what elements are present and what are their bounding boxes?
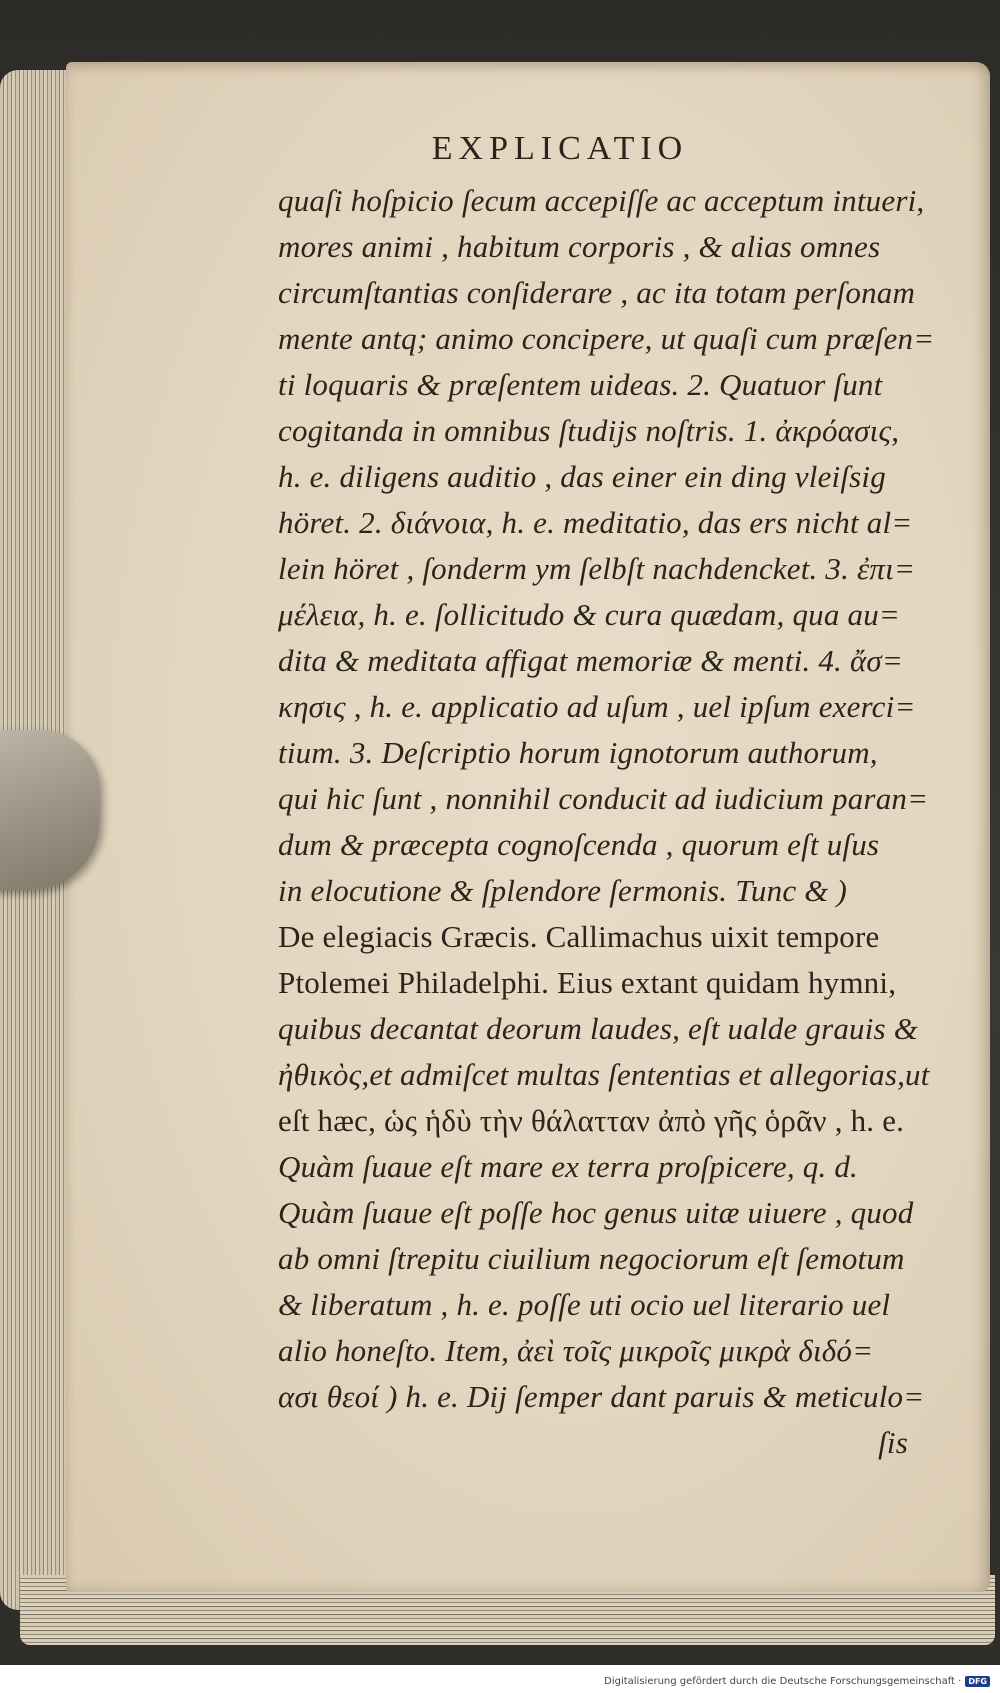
text-line: Quàm ſuaue eſt poſſe hoc genus uitæ uiuere , quod [278,1195,914,1230]
text-line: De elegiacis Græcis. Callimachus uixit tempore [278,919,880,954]
text-line: eſt hæc, ὡς ἡδὺ τὴν θάλατταν ἀπὸ γῆς ὁρᾶν , h. e. [278,1103,905,1138]
running-header: EXPLICATIO [431,130,689,167]
text-line: & liberatum , h. e. poſſe uti ocio uel literario uel [278,1287,891,1322]
catchword: ſis [878,1425,908,1460]
text-line: cogitanda in omnibus ſtudijs noſtris. 1. ἀκρόασις, [278,413,900,448]
text-line: quibus decantat deorum laudes, eſt ualde grauis & [278,1011,919,1046]
text-line: dita & meditata affigat memoriæ & menti. 4. ἄσ= [278,643,904,678]
text-line: μέλεια, h. e. ſollicitudo & cura quædam, qua au= [278,597,901,632]
dfg-logo: DFG [965,1676,990,1687]
text-line: κησις , h. e. applicatio ad uſum , uel ipſum exerci= [278,689,916,724]
text-line: höret. 2. διάνοια, h. e. meditatio, das ers nicht al= [278,505,913,540]
text-line: dum & præcepta cognoſcenda , quorum eſt uſus [278,827,880,862]
digitization-credit [604,1672,990,1690]
text-line: ἠθικὸς,et admiſcet multas ſententias et allegorias,ut [278,1057,930,1092]
text-line: qui hic ſunt , nonnihil conducit ad iudicium paran= [278,781,929,816]
text-line: ti loquaris & præſentem uideas. 2. Quatuor ſunt [278,367,883,402]
text-line: h. e. diligens auditio , das einer ein ding vleiſsig [278,459,886,494]
text-line: ασι θεοί ) h. e. Dij ſemper dant paruis & meticulo= [278,1379,925,1414]
text-line: Quàm ſuaue eſt mare ex terra proſpicere, q. d. [278,1149,858,1184]
text-line: quaſi hoſpicio ſecum accepiſſe ac acceptum intueri, [278,183,925,218]
text-line: circumſtantias conſiderare , ac ita totam perſonam [278,275,916,310]
text-line: lein höret , ſonderm ym ſelbſt nachdencket. 3. ἐπι= [278,551,916,586]
text-line: ab omni ſtrepitu ciuilium negociorum eſt ſemotum [278,1241,905,1276]
text-line: alio honeſto. Item, ἀεὶ τοῖς μικροῖς μικρὰ διδό= [278,1333,874,1368]
text-line: in elocutione & ſplendore ſermonis. Tunc & ) [278,873,848,908]
text-line: Ptolemei Philadelphi. Eius extant quidam hymni, [278,965,897,1000]
credit-text: Digitalisierung gefördert durch die Deutsche Forschungsgemeinschaft · [604,1675,962,1687]
text-line: tium. 3. Deſcriptio horum ignotorum authorum, [278,735,878,770]
text-line: mores animi , habitum corporis , & alias omnes [278,229,881,264]
text-line: mente antq; animo concipere, ut quaſi cum præſen= [278,321,935,356]
body-text [278,178,978,1466]
